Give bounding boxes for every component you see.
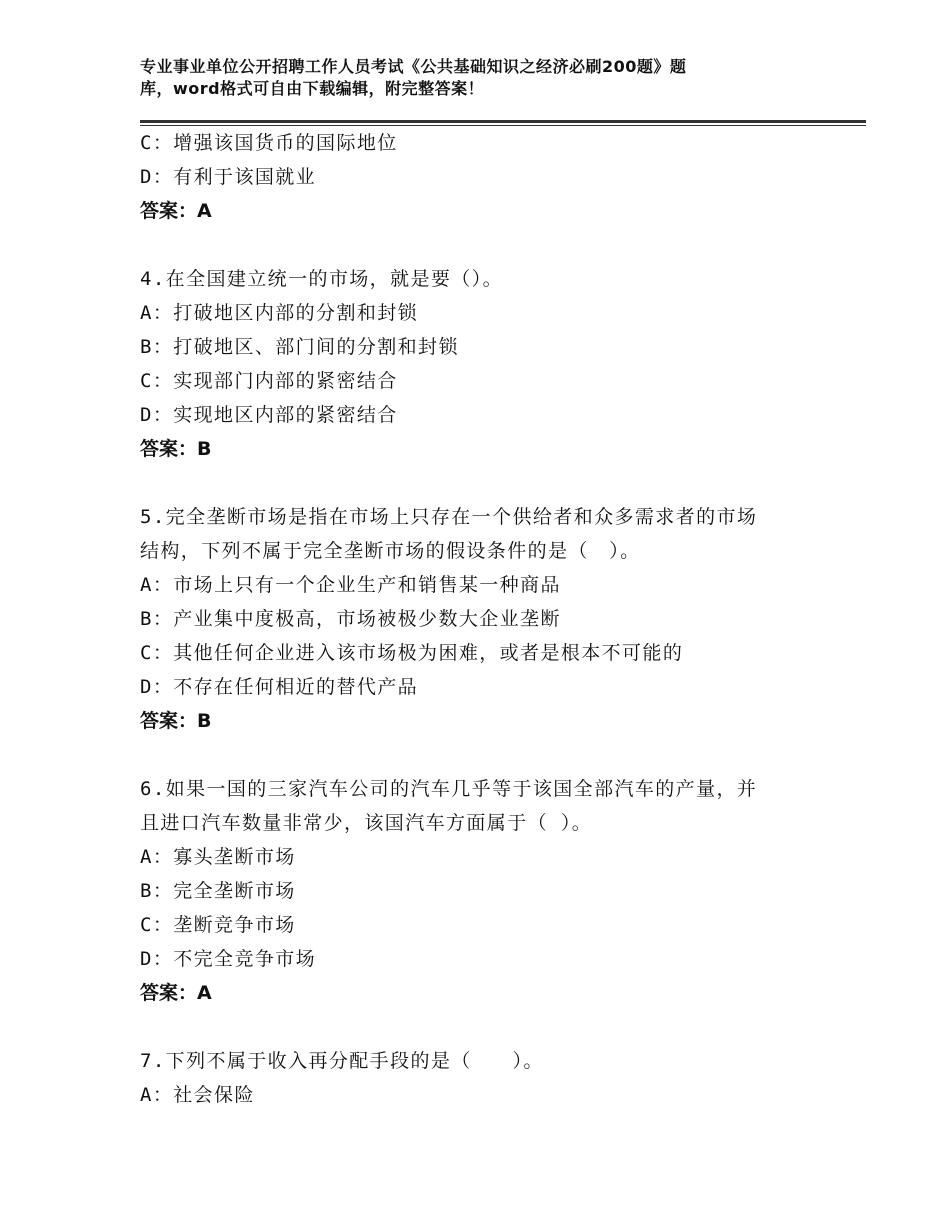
- question-6-stem-line-1: 6.如果一国的三家汽车公司的汽车几乎等于该国全部汽车的产量，并: [140, 778, 758, 800]
- question-4-stem: 4.在全国建立统一的市场，就是要（）。: [140, 268, 503, 290]
- question-3: [140, 126, 820, 228]
- question-5-stem-line-1: 5.完全垄断市场是指在市场上只存在一个供给者和众多需求者的市场: [140, 506, 758, 528]
- question-7-stem: 7.下列不属于收入再分配手段的是（ ）。: [140, 1050, 544, 1072]
- question-3-option-c: C：增强该国货币的国际地位: [140, 132, 398, 154]
- header-divider-thick: [140, 120, 866, 123]
- question-4-option-a: A：打破地区内部的分割和封锁: [140, 302, 419, 324]
- question-5-stem-line-2: 结构，下列不属于完全垄断市场的假设条件的是（ ）。: [140, 540, 641, 562]
- question-7: [140, 1044, 820, 1112]
- question-6-option-b: B：完全垄断市场: [140, 880, 296, 902]
- question-6: [140, 772, 820, 1010]
- question-5-option-b: B：产业集中度极高，市场被极少数大企业垄断: [140, 608, 561, 630]
- question-3-answer: 答案：A: [140, 200, 212, 222]
- question-4-option-b: B：打破地区、部门间的分割和封锁: [140, 336, 459, 358]
- question-7-option-a: A：社会保险: [140, 1084, 255, 1106]
- spacer: [140, 1010, 820, 1044]
- question-5-option-d: D：不存在任何相近的替代产品: [140, 676, 419, 698]
- question-6-stem-line-2: 且进口汽车数量非常少，该国汽车方面属于（ ）。: [140, 812, 593, 834]
- question-6-option-d: D：不完全竞争市场: [140, 948, 317, 970]
- header-line-1: 专业事业单位公开招聘工作人员考试《公共基础知识之经济必刷200题》题: [140, 57, 687, 76]
- spacer: [140, 466, 820, 500]
- question-5-answer: 答案：B: [140, 710, 212, 732]
- question-3-option-d: D：有利于该国就业: [140, 166, 317, 188]
- question-6-option-c: C：垄断竞争市场: [140, 914, 296, 936]
- spacer: [140, 228, 820, 262]
- header-line-2: 库，word格式可自由下载编辑，附完整答案！: [140, 79, 485, 98]
- spacer: [140, 738, 820, 772]
- document-body: [140, 126, 820, 1112]
- question-6-option-a: A：寡头垄断市场: [140, 846, 296, 868]
- question-6-answer: 答案：A: [140, 982, 212, 1004]
- document-header: [140, 56, 780, 100]
- question-5-option-c: C：其他任何企业进入该市场极为困难，或者是根本不可能的: [140, 642, 684, 664]
- question-4-option-c: C：实现部门内部的紧密结合: [140, 370, 398, 392]
- question-5-option-a: A：市场上只有一个企业生产和销售某一种商品: [140, 574, 561, 596]
- question-4-answer: 答案：B: [140, 438, 212, 460]
- question-4-option-d: D：实现地区内部的紧密结合: [140, 404, 398, 426]
- question-4: [140, 262, 820, 466]
- question-5: [140, 500, 820, 738]
